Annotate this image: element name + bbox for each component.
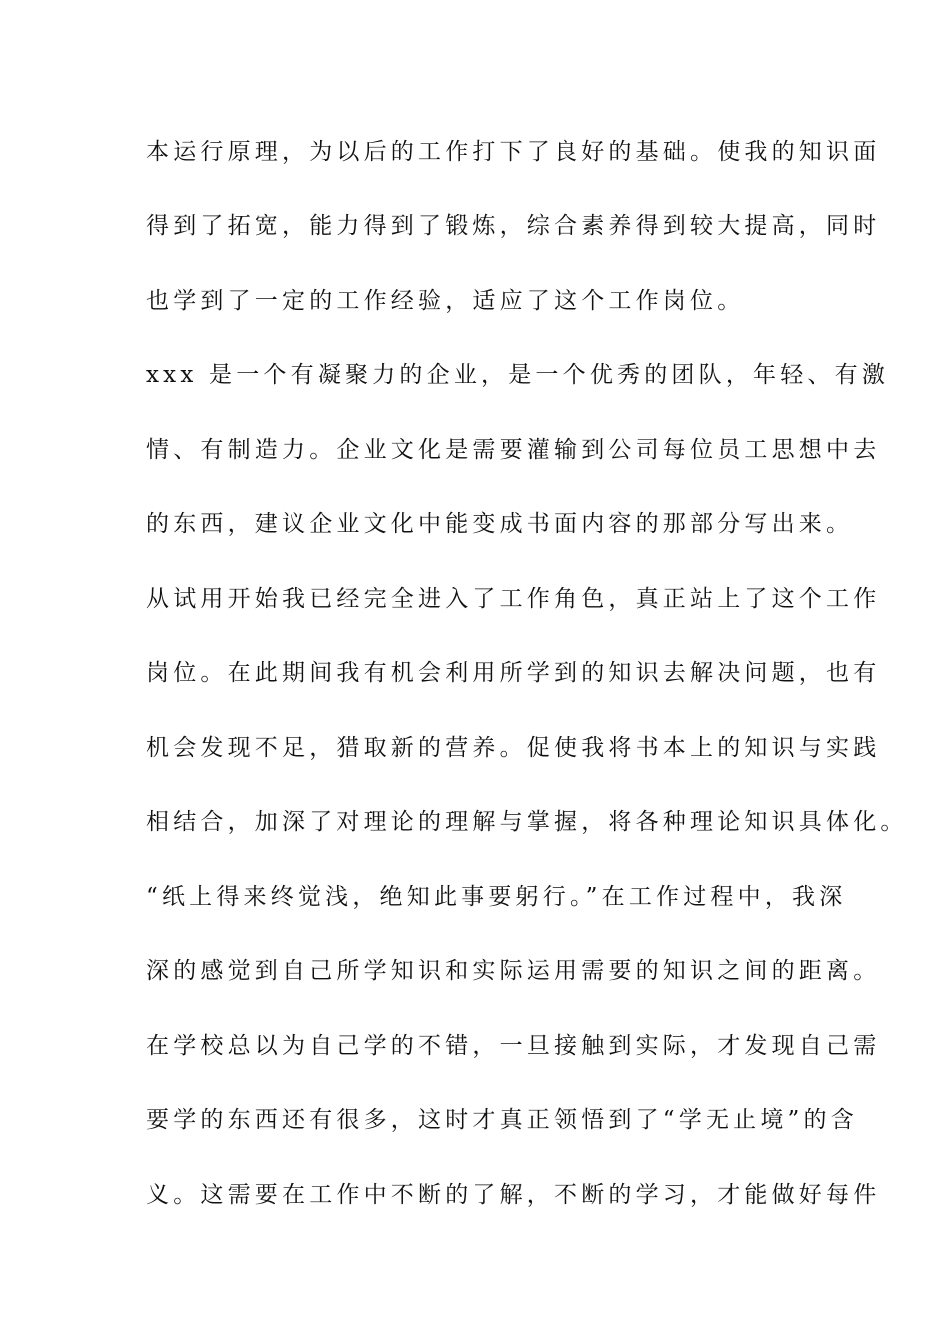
text-line: 岗位。在此期间我有机会利用所学到的知识去解决问题，也有 xyxy=(146,660,881,686)
text-line: 机会发现不足，猎取新的营养。促使我将书本上的知识与实践 xyxy=(146,735,881,761)
text-line: 情、有制造力。企业文化是需要灌输到公司每位员工思想中去 xyxy=(146,437,881,463)
text-line: “纸上得来终觉浅，绝知此事要躬行。”在工作过程中，我深 xyxy=(146,884,847,910)
text-line: 要学的东西还有很多，这时才真正领悟到了“学无止境”的含 xyxy=(146,1107,858,1133)
text-line: xxx 是一个有凝聚力的企业，是一个优秀的团队，年轻、有激 xyxy=(146,362,890,388)
text-line: 的东西，建议企业文化中能变成书面内容的那部分写出来。 xyxy=(146,511,854,537)
text-line: 义。这需要在工作中不断的了解，不断的学习，才能做好每件 xyxy=(146,1182,881,1208)
text-line: 得到了拓宽，能力得到了锻炼，综合素养得到较大提高，同时 xyxy=(146,213,881,239)
text-line: 从试用开始我已经完全进入了工作角色，真正站上了这个工作 xyxy=(146,586,881,612)
text-line: 在学校总以为自己学的不错，一旦接触到实际，才发现自己需 xyxy=(146,1033,881,1059)
text-line: 相结合，加深了对理论的理解与掌握，将各种理论知识具体化。 xyxy=(146,809,908,835)
text-line: 本运行原理，为以后的工作打下了良好的基础。使我的知识面 xyxy=(146,139,881,165)
text-line: 也学到了一定的工作经验，适应了这个工作岗位。 xyxy=(146,288,745,314)
text-line: 深的感觉到自己所学知识和实际运用需要的知识之间的距离。 xyxy=(146,958,881,984)
